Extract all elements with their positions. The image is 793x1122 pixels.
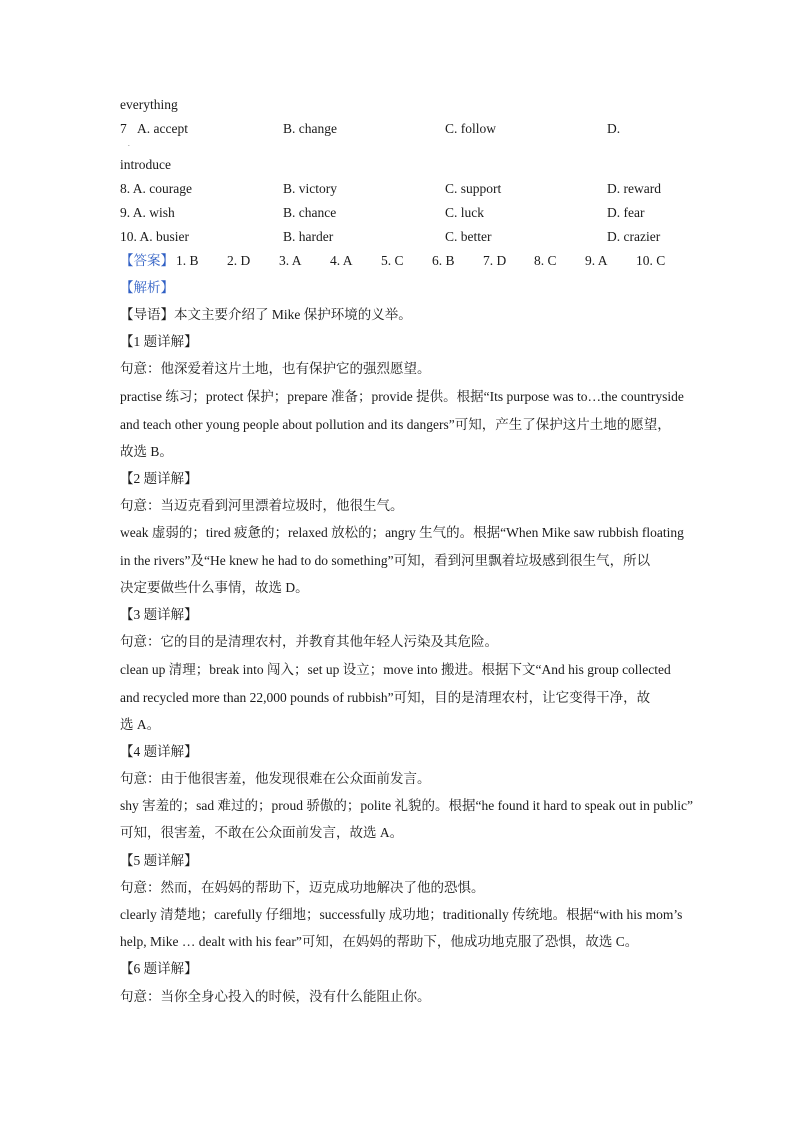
answer-item: 9. A xyxy=(585,253,608,268)
section-heading: 【1 题详解】 xyxy=(120,334,198,349)
explanation-line: clearly 清楚地；carefully 仔细地；successfully 成功地；traditionally 传统地。根据“with his mom’s xyxy=(120,907,683,922)
option-b: B. harder xyxy=(283,229,334,244)
option-d: D. reward xyxy=(607,181,661,196)
section-heading: 【4 题详解】 xyxy=(120,744,198,759)
explanation-line: 可知，很害羞，不敢在公众面前发言，故选 A。 xyxy=(120,825,404,840)
sentence-meaning: 句意：当你全身心投入的时候，没有什么能阻止你。 xyxy=(120,989,431,1004)
answer-item: 7. D xyxy=(483,253,507,268)
option-b: B. chance xyxy=(283,205,337,220)
option-a: 8. A. courage xyxy=(120,181,192,196)
option-c: C. luck xyxy=(445,205,484,220)
option-a: 9. A. wish xyxy=(120,205,175,220)
analysis-label: 【解析】 xyxy=(120,280,174,295)
option-d: D. crazier xyxy=(607,229,661,244)
explanation-line: clean up 清理；break into 闯入；set up 设立；move into 搬进。根据下文“And his group collected xyxy=(120,662,671,677)
option-b: B. victory xyxy=(283,181,337,196)
answer-item: 6. B xyxy=(432,253,455,268)
option-d: D. xyxy=(607,121,621,136)
explanation-line: in the rivers”及“He knew he had to do something”可知，看到河里飘着垃圾感到很生气，所以 xyxy=(120,553,651,568)
explanation-line: shy 害羞的；sad 难过的；proud 骄傲的；polite 礼貌的。根据“he found it hard to speak out in public” xyxy=(120,798,693,813)
explanation-line: and recycled more than 22,000 pounds of rubbish”可知，目的是清理农村，让它变得干净，故 xyxy=(120,690,651,705)
explanation-line: help, Mike … dealt with his fear”可知，在妈妈的帮助下，他成功地克服了恐惧，故选 C。 xyxy=(120,934,639,949)
intro-summary: 【导语】本文主要介绍了 Mike 保护环境的义举。 xyxy=(120,307,412,322)
sentence-meaning: 句意：由于他很害羞，他发现很难在公众面前发言。 xyxy=(120,771,431,786)
explanation-line: and teach other young people about pollution and its dangers”可知，产生了保护这片土地的愿望， xyxy=(120,417,671,432)
option-a: A. accept xyxy=(137,121,188,136)
text-line: everything xyxy=(120,97,178,112)
option-a: 10. A. busier xyxy=(120,229,189,244)
sentence-meaning: 句意：当迈克看到河里漂着垃圾时，他很生气。 xyxy=(120,498,404,513)
stray-dot: . xyxy=(128,140,130,148)
sentence-meaning: 句意：它的目的是清理农村，并教育其他年轻人污染及其危险。 xyxy=(120,634,498,649)
answer-item: 10. C xyxy=(636,253,666,268)
section-heading: 【2 题详解】 xyxy=(120,471,198,486)
section-heading: 【5 题详解】 xyxy=(120,853,198,868)
option-b: B. change xyxy=(283,121,337,136)
sentence-meaning: 句意：他深爱着这片土地，也有保护它的强烈愿望。 xyxy=(120,361,431,376)
option-d-wrap: introduce xyxy=(120,157,171,172)
question-number: 7 xyxy=(120,121,127,136)
answer-item: 1. B xyxy=(176,253,199,268)
option-d: D. fear xyxy=(607,205,645,220)
answer-item: 4. A xyxy=(330,253,353,268)
answer-item: 8. C xyxy=(534,253,557,268)
explanation-line: 决定要做些什么事情，故选 D。 xyxy=(120,580,309,595)
sentence-meaning: 句意：然而，在妈妈的帮助下，迈克成功地解决了他的恐惧。 xyxy=(120,880,485,895)
section-heading: 【6 题详解】 xyxy=(120,961,198,976)
option-c: C. better xyxy=(445,229,492,244)
explanation-line: practise 练习；protect 保护；prepare 准备；provide 提供。根据“Its purpose was to…the countryside xyxy=(120,389,684,404)
answer-item: 5. C xyxy=(381,253,404,268)
option-c: C. follow xyxy=(445,121,497,136)
section-heading: 【3 题详解】 xyxy=(120,607,198,622)
explanation-line: 故选 B。 xyxy=(120,444,173,459)
answer-item: 2. D xyxy=(227,253,251,268)
option-c: C. support xyxy=(445,181,502,196)
explanation-line: weak 虚弱的；tired 疲惫的；relaxed 放松的；angry 生气的。根据“When Mike saw rubbish floating xyxy=(120,525,684,540)
answer-label: 【答案】 xyxy=(120,253,174,268)
answer-item: 3. A xyxy=(279,253,302,268)
explanation-line: 选 A。 xyxy=(120,717,161,732)
